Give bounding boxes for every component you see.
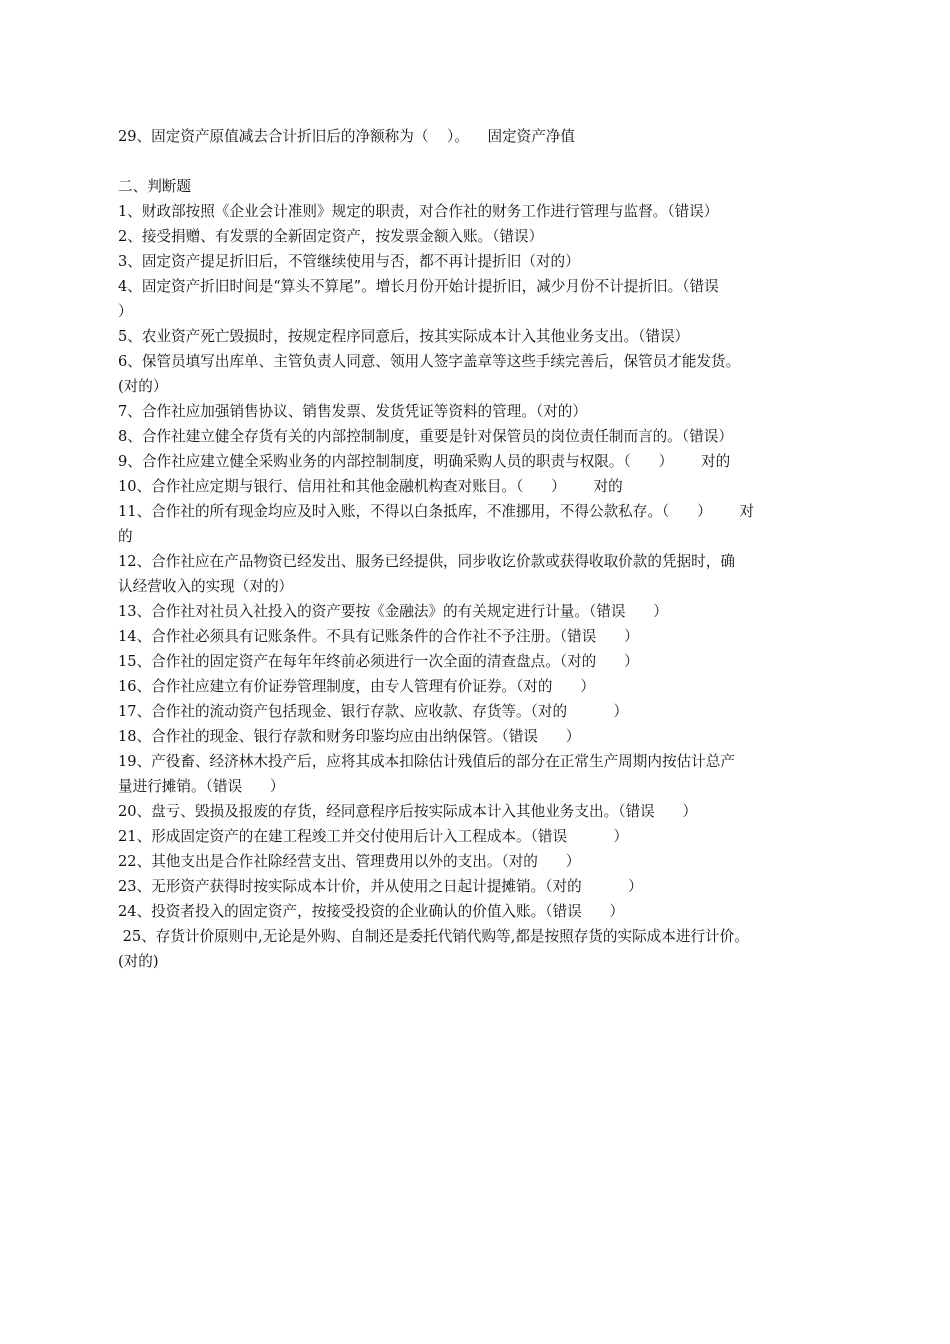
text-line: 12、合作社应在产品物资已经发出、服务已经提供，同步收讫价款或获得收取价款的凭据时，确 [118,553,735,570]
text-line: 24、投资者投入的固定资产，按接受投资的企业确认的价值入账。（错误 ） [118,903,625,920]
text-line: 14、合作社必须具有记账条件。不具有记账条件的合作社不予注册。（错误 ） [118,628,639,645]
text-line: (对的） [118,378,168,395]
text-line: 20、盘亏、毁损及报废的存货，经同意程序后按实际成本计入其他业务支出。（错误 ） [118,803,698,820]
text-line: 5、农业资产死亡毁损时，按规定程序同意后，按其实际成本计入其他业务支出。（错误） [118,328,690,345]
text-line: 9、合作社应建立健全采购业务的内部控制制度，明确采购人员的职责与权限。（ ） 对的 [118,453,731,470]
text-line: 18、合作社的现金、银行存款和财务印鉴均应由出纳保管。（错误 ） [118,728,581,745]
text-line: 认经营收入的实现（对的） [118,578,294,595]
text-line: ） [118,303,133,320]
section-title: 二、判断题 [118,178,191,195]
text-line: 21、形成固定资产的在建工程竣工并交付使用后计入工程成本。（错误 ） [118,828,629,845]
text-line: 17、合作社的流动资产包括现金、银行存款、应收款、存货等。（对的 ） [118,703,629,720]
question-29: 29、固定资产原值减去合计折旧后的净额称为（ ）。 固定资产净值 [118,128,576,145]
text-line: 23、无形资产获得时按实际成本计价，并从使用之日起计提摊销。（对的 ） [118,878,643,895]
text-line: 8、合作社建立健全存货有关的内部控制制度，重要是针对保管员的岗位责任制而言的。（错误） [118,428,733,445]
text-line: 13、合作社对社员入社投入的资产要按《金融法》的有关规定进行计量。（错误 ） [118,603,668,620]
text-line: 15、合作社的固定资产在每年年终前必须进行一次全面的清查盘点。（对的 ） [118,653,639,670]
text-line: 7、合作社应加强销售协议、销售发票、发货凭证等资料的管理。（对的） [118,403,587,420]
text-line: 11、合作社的所有现金均应及时入账，不得以白条抵库，不准挪用，不得公款私存。（ ） 对 [118,503,755,520]
text-line: 22、其他支出是合作社除经营支出、管理费用以外的支出。（对的 ） [118,853,581,870]
text-line: 10、合作社应定期与银行、信用社和其他金融机构查对账目。（ ） 对的 [118,478,623,495]
text-line: 19、产役畜、经济林木投产后，应将其成本扣除估计残值后的部分在正常生产周期内按估计总产 [118,753,735,770]
text-line: 1、财政部按照《企业会计准则》规定的职责，对合作社的财务工作进行管理与监督。（错误） [118,203,719,220]
text-line: 4、固定资产折旧时间是“算头不算尾”。增长月份开始计提折旧，减少月份不计提折旧。（错误 [118,278,719,295]
text-line: 3、固定资产提足折旧后，不管继续使用与否，都不再计提折旧（对的） [118,253,580,270]
text-line: 16、合作社应建立有价证券管理制度，由专人管理有价证券。（对的 ） [118,678,595,695]
text-line: 的 [118,528,133,545]
text-line: 6、保管员填写出库单、主管负责人同意、领用人签字盖章等这些手续完善后，保管员才能发货。 [118,353,741,370]
text-line: 2、接受捐赠、有发票的全新固定资产，按发票金额入账。（错误） [118,228,544,245]
blank-line [118,149,838,174]
text-line: 25、存货计价原则中,无论是外购、自制还是委托代销代购等,都是按照存货的实际成本进行计价。 [118,928,749,945]
text-line: (对的) [118,953,159,970]
text-line: 量进行摊销。（错误 ） [118,778,285,795]
document-body [118,124,838,974]
